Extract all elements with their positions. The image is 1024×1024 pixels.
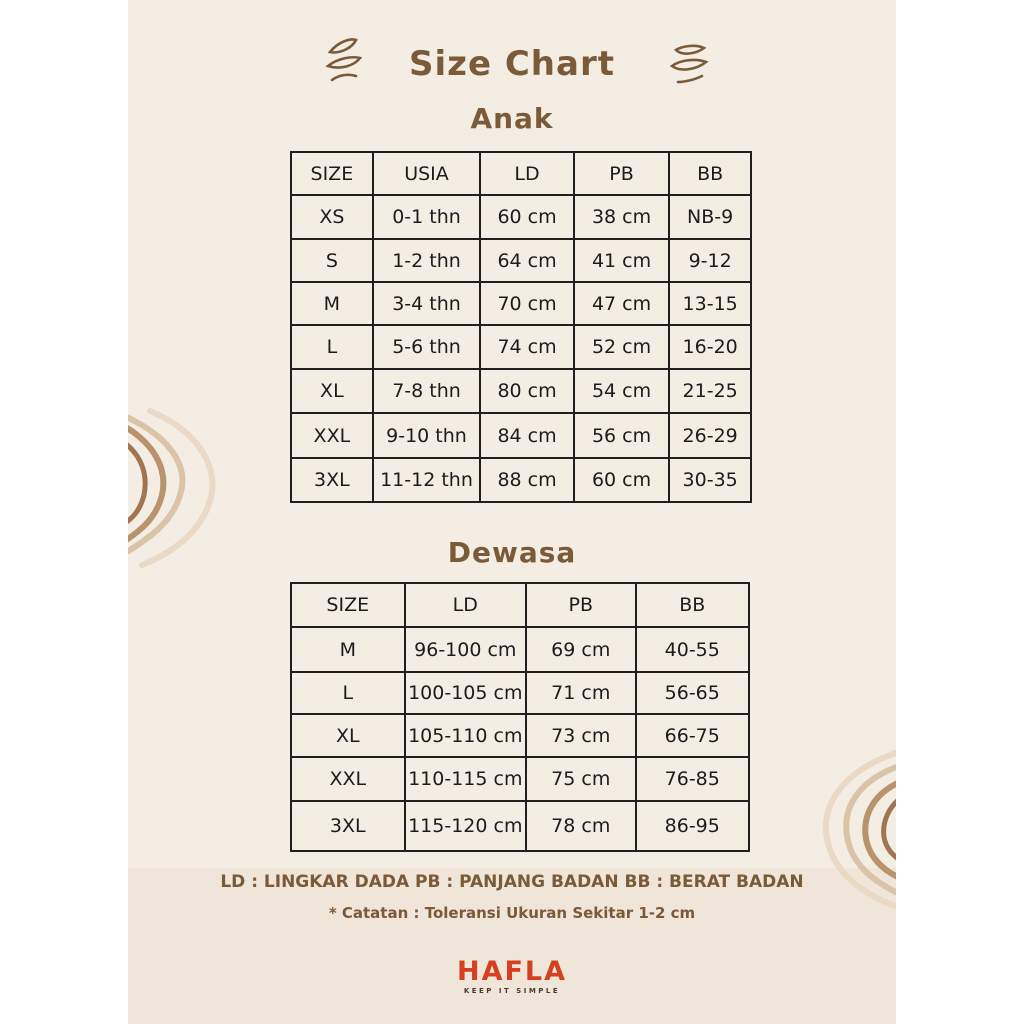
dewasa-table-row bbox=[291, 672, 749, 714]
brand-tagline: KEEP IT SIMPLE bbox=[463, 987, 561, 995]
anak-table-cell: 41 cm bbox=[574, 239, 670, 282]
dewasa-size-table bbox=[290, 582, 750, 852]
tolerance-note: * Catatan : Toleransi Ukuran Sekitar 1-2 cm bbox=[328, 904, 696, 922]
anak-table-cell: 11-12 thn bbox=[373, 458, 481, 502]
anak-table-row bbox=[291, 458, 751, 502]
dewasa-table-cell: 76-85 bbox=[636, 757, 750, 801]
anak-table-cell: 13-15 bbox=[669, 282, 751, 325]
dewasa-table-cell: 71 cm bbox=[526, 672, 635, 714]
anak-table-cell: S bbox=[291, 239, 373, 282]
anak-table-cell: 80 cm bbox=[480, 369, 574, 413]
anak-table-cell: 84 cm bbox=[480, 413, 574, 458]
anak-table-cell: XXL bbox=[291, 413, 373, 458]
dewasa-table-cell: XL bbox=[291, 714, 405, 757]
dewasa-table-cell: 100-105 cm bbox=[405, 672, 526, 714]
anak-header-cell: USIA bbox=[373, 152, 481, 195]
anak-header-cell: PB bbox=[574, 152, 670, 195]
anak-table-cell: M bbox=[291, 282, 373, 325]
anak-table-cell: 74 cm bbox=[480, 325, 574, 369]
anak-table-cell: NB-9 bbox=[669, 195, 751, 239]
dewasa-table-row bbox=[291, 801, 749, 851]
anak-table-cell: 3XL bbox=[291, 458, 373, 502]
anak-table-cell: 16-20 bbox=[669, 325, 751, 369]
dewasa-table-cell: 78 cm bbox=[526, 801, 635, 851]
dewasa-table-cell: 75 cm bbox=[526, 757, 635, 801]
anak-table-cell: 30-35 bbox=[669, 458, 751, 502]
anak-size-table bbox=[290, 151, 752, 503]
anak-table-cell: 0-1 thn bbox=[373, 195, 481, 239]
dewasa-table-cell: 56-65 bbox=[636, 672, 750, 714]
anak-table-cell: 5-6 thn bbox=[373, 325, 481, 369]
anak-header-row bbox=[291, 152, 751, 195]
dewasa-table-row bbox=[291, 714, 749, 757]
dewasa-table-cell: XXL bbox=[291, 757, 405, 801]
page-title: Size Chart bbox=[409, 44, 615, 84]
anak-header-cell: BB bbox=[669, 152, 751, 195]
anak-table-cell: L bbox=[291, 325, 373, 369]
anak-table-cell: 88 cm bbox=[480, 458, 574, 502]
dewasa-table-cell: 105-110 cm bbox=[405, 714, 526, 757]
abbreviation-legend: LD : LINGKAR DADA PB : PANJANG BADAN BB : BERAT BADAN bbox=[220, 872, 804, 892]
anak-table-cell: 1-2 thn bbox=[373, 239, 481, 282]
anak-table-cell: 9-10 thn bbox=[373, 413, 481, 458]
anak-table-cell: 60 cm bbox=[480, 195, 574, 239]
anak-table-cell: 21-25 bbox=[669, 369, 751, 413]
anak-table-cell: 9-12 bbox=[669, 239, 751, 282]
dewasa-table-cell: M bbox=[291, 627, 405, 672]
brand-name: HAFLA bbox=[456, 956, 568, 987]
dewasa-table-cell: 66-75 bbox=[636, 714, 750, 757]
anak-table-cell: 56 cm bbox=[574, 413, 670, 458]
dewasa-section-title: Dewasa bbox=[447, 536, 577, 569]
anak-table-cell: XS bbox=[291, 195, 373, 239]
anak-table-cell: 54 cm bbox=[574, 369, 670, 413]
anak-header-cell: SIZE bbox=[291, 152, 373, 195]
anak-table-row bbox=[291, 239, 751, 282]
dewasa-header-cell: SIZE bbox=[291, 583, 405, 627]
anak-table-cell: 7-8 thn bbox=[373, 369, 481, 413]
dewasa-table-row bbox=[291, 757, 749, 801]
anak-table-cell: 47 cm bbox=[574, 282, 670, 325]
dewasa-table-cell: 3XL bbox=[291, 801, 405, 851]
dewasa-table-cell: 73 cm bbox=[526, 714, 635, 757]
anak-table-cell: 60 cm bbox=[574, 458, 670, 502]
anak-table-row bbox=[291, 325, 751, 369]
anak-table-row bbox=[291, 413, 751, 458]
anak-table-row bbox=[291, 282, 751, 325]
anak-table-cell: 52 cm bbox=[574, 325, 670, 369]
dewasa-header-cell: PB bbox=[526, 583, 635, 627]
dewasa-header-cell: LD bbox=[405, 583, 526, 627]
dewasa-table-cell: 110-115 cm bbox=[405, 757, 526, 801]
anak-table-cell: XL bbox=[291, 369, 373, 413]
size-chart-sheet bbox=[128, 0, 896, 1024]
dewasa-table-cell: L bbox=[291, 672, 405, 714]
dewasa-header-cell: BB bbox=[636, 583, 750, 627]
dewasa-header-row bbox=[291, 583, 749, 627]
anak-header-cell: LD bbox=[480, 152, 574, 195]
brand-logo bbox=[128, 958, 896, 995]
dewasa-table-cell: 69 cm bbox=[526, 627, 635, 672]
anak-table-cell: 38 cm bbox=[574, 195, 670, 239]
anak-table-cell: 26-29 bbox=[669, 413, 751, 458]
anak-section-title: Anak bbox=[470, 102, 554, 135]
dewasa-table-row bbox=[291, 627, 749, 672]
dewasa-table-cell: 86-95 bbox=[636, 801, 750, 851]
dewasa-table-cell: 115-120 cm bbox=[405, 801, 526, 851]
anak-table-cell: 3-4 thn bbox=[373, 282, 481, 325]
dewasa-table-cell: 40-55 bbox=[636, 627, 750, 672]
anak-table-row bbox=[291, 369, 751, 413]
anak-table-cell: 70 cm bbox=[480, 282, 574, 325]
anak-table-cell: 64 cm bbox=[480, 239, 574, 282]
anak-table-row bbox=[291, 195, 751, 239]
dewasa-table-cell: 96-100 cm bbox=[405, 627, 526, 672]
